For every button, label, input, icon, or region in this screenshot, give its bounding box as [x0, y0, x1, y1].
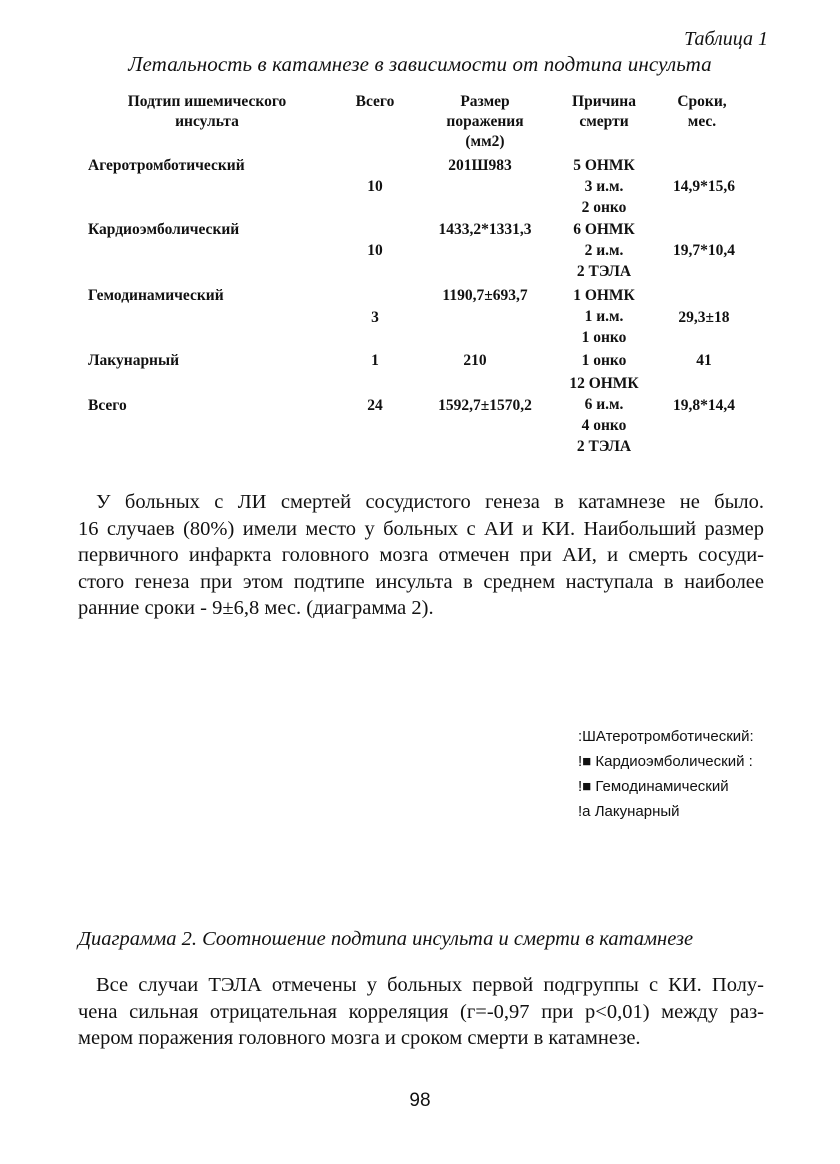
cell-total: 24 — [367, 397, 383, 414]
cell-size: 201Ш983 — [448, 157, 512, 174]
header-size — [420, 92, 550, 152]
cell-size: 1190,7±693,7 — [442, 287, 528, 304]
cause-line: 4 онко — [581, 417, 627, 434]
legend-item — [578, 774, 754, 799]
cause-line: 2 ТЭЛА — [576, 263, 632, 280]
legend-label: Кардиоэмболический : — [595, 753, 753, 770]
header-size-line: поражения — [446, 113, 524, 130]
cause-line: 6 и.м. — [584, 396, 624, 413]
cell-subtype: Кардиоэмболический — [88, 221, 240, 238]
legend-marker-icon: !■ — [578, 753, 592, 770]
header-size-line: (мм2) — [465, 133, 505, 150]
diagram-legend — [578, 724, 754, 824]
cause-line: 2 ТЭЛА — [576, 438, 632, 455]
body-paragraph — [78, 972, 764, 1052]
cause-line: 2 онко — [581, 199, 627, 216]
header-cause-line: смерти — [579, 113, 629, 130]
cause-line: 1 и.м. — [584, 308, 624, 325]
cell-total: 3 — [371, 309, 379, 326]
legend-item — [578, 724, 754, 749]
header-subtype-line: Подтип ишемического — [127, 93, 287, 110]
cell-cause — [556, 219, 652, 282]
body-paragraph — [78, 489, 764, 622]
cell-size: 1433,2*1331,3 — [438, 221, 532, 238]
cause-line: 6 ОНМК — [573, 221, 635, 238]
legend-marker-icon: :Ш — [578, 728, 596, 745]
legend-marker-icon: !■ — [578, 778, 592, 795]
paragraph-line: Все случаи ТЭЛА отмечены у больных первой подгруппы с КИ. Полу- — [96, 974, 764, 996]
cell-terms: 19,8*14,4 — [673, 397, 735, 414]
cell-terms: 41 — [696, 352, 712, 369]
cell-cause — [556, 350, 652, 371]
cell-size: 1592,7±1570,2 — [438, 397, 532, 414]
cell-subtype: Гемодинамический — [88, 287, 224, 304]
cause-line: 1 ОНМК — [573, 287, 635, 304]
header-terms — [660, 92, 744, 132]
paragraph-line: первичного инфаркта головного мозга отмечен при АИ, и смерть сосуди- — [78, 544, 764, 566]
cause-line: 3 и.м. — [584, 178, 624, 195]
cell-terms: 29,3±18 — [678, 309, 730, 326]
legend-label: Лакунарный — [594, 803, 680, 820]
header-terms-line: мес. — [687, 113, 717, 130]
table-label: Таблица 1 — [684, 28, 768, 50]
cell-subtype: Лакунарный — [88, 352, 180, 369]
header-total — [340, 92, 410, 112]
header-cause — [556, 92, 652, 132]
cause-line: 1 онко — [581, 329, 627, 346]
cause-line: 2 и.м. — [584, 242, 624, 259]
cell-subtype: Агеротромботический — [88, 157, 245, 174]
cause-line: 12 ОНМК — [569, 375, 639, 392]
cell-total: 1 — [371, 352, 379, 369]
cell-cause — [556, 373, 652, 457]
cause-line: 1 онко — [581, 352, 627, 369]
paragraph-line: У больных с ЛИ смертей сосудистого генеза в катамнезе не было. — [96, 491, 764, 513]
cell-cause — [556, 155, 652, 218]
cell-terms: 14,9*15,6 — [673, 178, 735, 195]
legend-label: Гемодинамический — [595, 778, 729, 795]
legend-label: Атеротромботический: — [595, 728, 754, 745]
paragraph-line: чена сильная отрицательная корреляция (г=-0,97 при р<0,01) между раз- — [78, 1000, 764, 1023]
cell-terms: 19,7*10,4 — [673, 242, 735, 259]
paragraph-line: мером поражения головного мозга и сроком смерти в катамнезе. — [78, 1027, 641, 1049]
paragraph-line: ранние сроки - 9±6,8 мес. (диаграмма 2). — [78, 597, 434, 619]
legend-marker-icon: !а — [578, 803, 591, 820]
cell-total: 10 — [367, 242, 383, 259]
diagram-caption: Диаграмма 2. Соотношение подтипа инсульта и смерти в катамнезе — [78, 928, 694, 950]
cell-subtype: Всего — [88, 397, 127, 414]
legend-item — [578, 799, 754, 824]
header-subtype-line: инсульта — [175, 113, 239, 130]
header-subtype — [102, 92, 312, 132]
table-title: Летальность в катамнезе в зависимости от подтипа инсульта — [128, 52, 712, 76]
page-number: 98 — [409, 1090, 431, 1111]
header-size-line: Размер — [460, 93, 510, 110]
legend-item — [578, 749, 754, 774]
cell-cause — [556, 285, 652, 348]
header-cause-line: Причина — [572, 93, 636, 110]
paragraph-line: 16 случаев (80%) имели место у больных с АИ и КИ. Наибольший размер — [78, 517, 764, 540]
header-terms-line: Сроки, — [677, 93, 727, 110]
cell-total: 10 — [367, 178, 383, 195]
header-total-line: Всего — [355, 93, 395, 110]
cause-line: 5 ОНМК — [573, 157, 635, 174]
paragraph-line: стого генеза при этом подтипе инсульта в среднем наступала в наиболее — [78, 570, 764, 593]
cell-size: 210 — [463, 352, 487, 369]
